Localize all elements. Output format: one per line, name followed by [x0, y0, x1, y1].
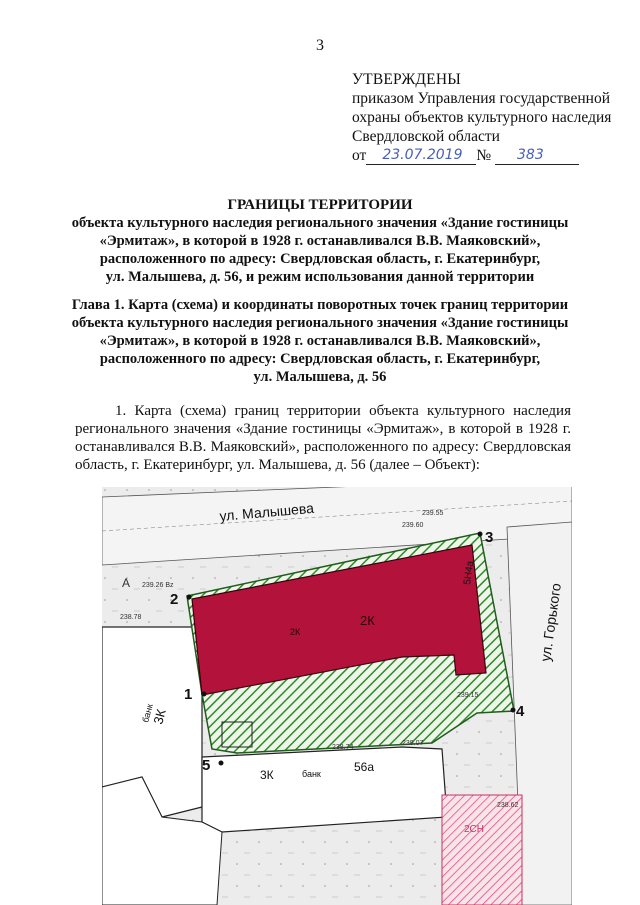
bottom-building-sub: банк [302, 769, 321, 779]
approval-line-2: охраны объектов культурного наследия [352, 109, 612, 126]
approval-title: УТВЕРЖДЕНЫ [352, 71, 461, 88]
number-underline [495, 147, 579, 165]
survey-mark: 239.60 [402, 522, 424, 529]
pink-building-label: 2СН [464, 824, 485, 835]
annex-label: 5Н4а [462, 560, 477, 586]
bottom-building-number: 56а [354, 760, 375, 774]
point-label: 2 [170, 591, 179, 608]
approval-date-line [352, 146, 611, 165]
chapter-line: расположенного по адресу: Свердловская область, г. Екатеринбург, [99, 351, 541, 367]
page-number: 3 [316, 37, 324, 54]
date-prefix: от [352, 147, 367, 164]
number-value: 383 [517, 147, 544, 163]
heading-line: объекта культурного наследия регионального значения «Здание гостиницы [71, 215, 569, 231]
approval-line-1: приказом Управления государственной [352, 90, 611, 107]
pink-building [442, 795, 522, 905]
bottom-building-plot [202, 747, 447, 832]
survey-mark: 238.74 [332, 744, 354, 751]
survey-mark: 239.15 [457, 692, 479, 699]
chapter-line: «Эрмитаж», в которой в 1928 г. останавливался В.В. Маяковский», [99, 333, 541, 349]
survey-mark: 239.26 Bz [142, 582, 174, 589]
point-label: 5 [202, 757, 211, 774]
chapter-heading [60, 296, 580, 386]
point-label: 3 [485, 529, 494, 546]
chapter-line: ул. Малышева, д. 56 [253, 369, 387, 385]
street-gorkogo-label: ул. Горького [537, 582, 564, 663]
boundary-point-3 [478, 532, 483, 537]
boundary-point-4 [511, 708, 516, 713]
point-label: 4 [516, 703, 525, 720]
map-svg [102, 487, 572, 905]
street-malysheva-label: ул. Малышева [218, 499, 315, 524]
survey-mark: 239.07 [402, 740, 424, 747]
document-heading [60, 196, 580, 286]
heading-line: ул. Малышева, д. 56, и режим использования данной территории [105, 269, 535, 285]
survey-mark: 238.62 [497, 802, 519, 809]
date-value: 23.07.2019 [382, 147, 463, 163]
point-label: 1 [184, 686, 193, 703]
survey-mark: 239.55 [422, 510, 444, 517]
date-underline [366, 147, 476, 165]
boundary-point-2 [187, 595, 192, 600]
territory-map [102, 487, 572, 905]
left-building-label: 3К [150, 707, 169, 726]
main-building-sub-label: 2К [290, 627, 301, 637]
heading-line: расположенного по адресу: Свердловская область, г. Екатеринбург, [99, 251, 541, 267]
bottom-building-label: 3К [260, 768, 274, 782]
number-prefix: № [476, 147, 492, 164]
marker-a: А [122, 576, 131, 590]
heading-title: ГРАНИЦЫ ТЕРРИТОРИИ [227, 197, 413, 213]
main-building-label: 2К [360, 613, 375, 628]
boundary-point-5 [219, 761, 224, 766]
approval-line-3: Свердловской области [352, 128, 500, 145]
boundary-point-1 [202, 692, 207, 697]
approval-block [352, 70, 611, 165]
heading-line: «Эрмитаж», в которой в 1928 г. останавливался В.В. Маяковский», [99, 233, 541, 249]
body-paragraph [75, 402, 571, 474]
paragraph-text: 1. Карта (схема) границ территории объекта культурного наследия регионального значения «Здание гостиницы «Эрмитаж», в которой в 1928 г. останавливался В.В. Маяковский», расположенного по адресу: Свердловская область, г. Екатеринбург, ул. Малышева, д. 56 (далее – Объект): [75, 403, 571, 473]
chapter-line: объекта культурного наследия регионального значения «Здание гостиницы [71, 315, 569, 331]
chapter-line: Глава 1. Карта (схема) и координаты поворотных точек границ территории [71, 297, 569, 313]
left-building-sub: банк [140, 702, 155, 724]
survey-mark: 238.78 [120, 614, 142, 621]
